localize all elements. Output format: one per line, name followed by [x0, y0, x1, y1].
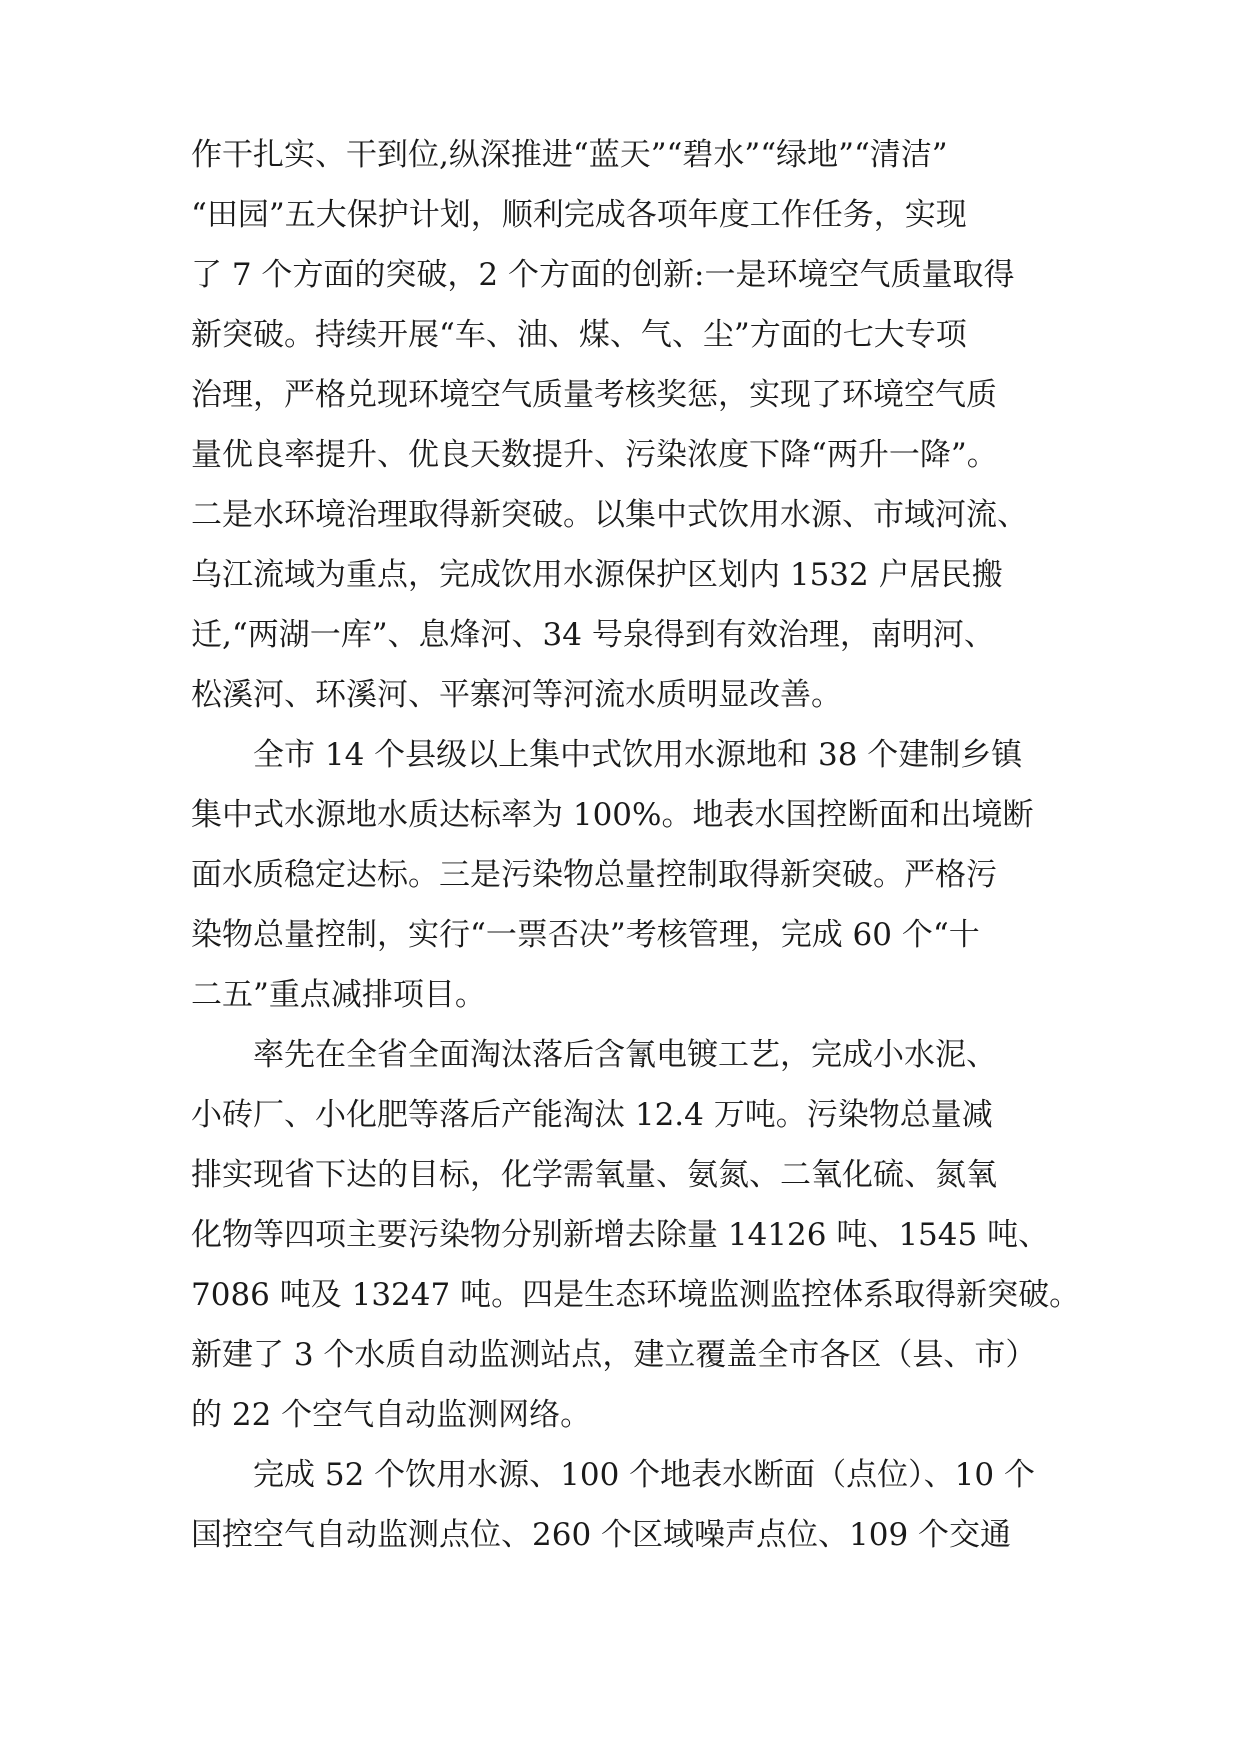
- text-line: 全市 14 个县级以上集中式饮用水源地和 38 个建制乡镇: [253, 737, 1023, 773]
- text-line: 了 7 个方面的突破，2 个方面的创新:一是环境空气质量取得: [191, 257, 1015, 293]
- text-line: 治理，严格兑现环境空气质量考核奖惩，实现了环境空气质: [191, 377, 997, 413]
- text-line: 新突破。持续开展“车、油、煤、气、尘”方面的七大专项: [191, 317, 967, 353]
- text-line: 排实现省下达的目标，化学需氧量、氨氮、二氧化硫、氮氧: [191, 1157, 997, 1193]
- text-line: 面水质稳定达标。三是污染物总量控制取得新突破。严格污: [191, 857, 997, 893]
- text-line: 化物等四项主要污染物分别新增去除量 14126 吨、1545 吨、: [191, 1217, 1050, 1253]
- paragraph: [191, 725, 1071, 1025]
- text-line: 二五”重点减排项目。: [191, 977, 486, 1013]
- text-line: 作干扎实、干到位,纵深推进“蓝天”“碧水”“绿地”“清洁”: [191, 137, 948, 173]
- text-line: 迁,“两湖一库”、息烽河、34 号泉得到有效治理，南明河、: [191, 617, 995, 653]
- text-line: 集中式水源地水质达标率为 100%。地表水国控断面和出境断: [191, 797, 1034, 833]
- paragraph: [191, 1445, 1071, 1565]
- document-body: [191, 125, 1081, 1565]
- text-line: 小砖厂、小化肥等落后产能淘汰 12.4 万吨。污染物总量减: [191, 1097, 993, 1133]
- text-line: 完成 52 个饮用水源、100 个地表水断面（点位）、10 个: [253, 1457, 1035, 1493]
- text-line: 量优良率提升、优良天数提升、污染浓度下降“两升一降”。: [191, 437, 998, 473]
- text-line: 二是水环境治理取得新突破。以集中式饮用水源、市域河流、: [191, 497, 1028, 533]
- text-line: 染物总量控制，实行“一票否决”考核管理，完成 60 个“十: [191, 917, 980, 953]
- text-line: “田园”五大保护计划，顺利完成各项年度工作任务，实现: [191, 197, 967, 233]
- text-line: 率先在全省全面淘汰落后含氰电镀工艺，完成小水泥、: [253, 1037, 997, 1073]
- text-line: 7086 吨及 13247 吨。四是生态环境监测监控体系取得新突破。: [191, 1277, 1081, 1313]
- paragraph: [191, 125, 1071, 725]
- paragraph: [191, 1025, 1081, 1445]
- text-line: 国控空气自动监测点位、260 个区域噪声点位、109 个交通: [191, 1517, 1012, 1553]
- text-line: 松溪河、环溪河、平寨河等河流水质明显改善。: [191, 677, 842, 713]
- text-line: 新建了 3 个水质自动监测站点，建立覆盖全市各区（县、市）: [191, 1337, 1037, 1373]
- text-line: 乌江流域为重点，完成饮用水源保护区划内 1532 户居民搬: [191, 557, 1003, 593]
- text-line: 的 22 个空气自动监测网络。: [191, 1397, 592, 1433]
